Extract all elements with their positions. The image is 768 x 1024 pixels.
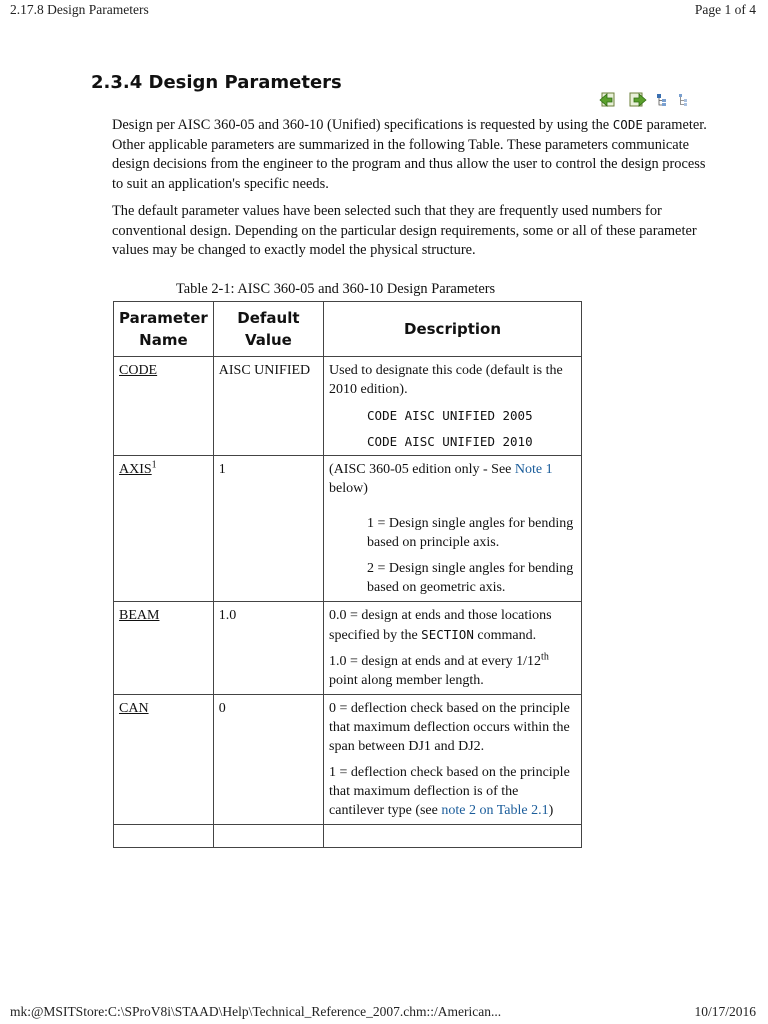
intro-text xyxy=(112,115,707,269)
design-parameters-table xyxy=(113,301,582,848)
default-value: 1.0 xyxy=(213,602,323,695)
parameter-link-can[interactable]: CAN xyxy=(119,701,149,716)
table-row xyxy=(114,456,582,602)
code-command-2010: CODE AISC UNIFIED 2010 xyxy=(367,434,533,449)
print-header-page: Page 1 of 4 xyxy=(694,2,756,17)
parameter-link-code[interactable]: CODE xyxy=(119,363,158,378)
code-keyword: CODE xyxy=(612,117,643,132)
print-footer-date: 10/17/2016 xyxy=(694,1004,756,1019)
code-command-2005: CODE AISC UNIFIED 2005 xyxy=(367,408,533,423)
print-header-topic: 2.17.8 Design Parameters xyxy=(10,2,149,17)
collapse-all-icon[interactable] xyxy=(677,90,691,113)
table-row xyxy=(114,602,582,695)
print-footer xyxy=(10,1004,756,1022)
note-2-link[interactable]: note 2 on Table 2.1 xyxy=(441,803,549,818)
parameter-link-beam[interactable]: BEAM xyxy=(119,608,160,623)
table-row xyxy=(114,825,582,848)
intro-paragraph-2: The default parameter values have been selected such that they are frequently used numbers for conventional design. Depending on the particular design requirements, some or all of these parameter values may be changed to exactly model the physical structure. xyxy=(112,203,697,258)
description-cell: 0 = deflection check based on the principle that maximum deflection occurs within the span between DJ1 and DJ2. 1 = deflection check based on the principle that maximum deflection is of the cantilever type (see note 2 on Table 2.1) xyxy=(324,695,582,825)
intro-paragraph-1: Design per AISC 360-05 and 360-10 (Unified) specifications is requested by using the CODE parameter. Other applicable parameters are summarized in the following Table. These parameters communicate design decisions from the engineer to the program and thus allow the user to control the design process to suit an application's specific needs. xyxy=(112,117,707,192)
table-header-row xyxy=(114,302,582,357)
default-value: 1 xyxy=(213,456,323,602)
header-parameter-name: Parameter Name xyxy=(114,302,214,357)
description-cell: Used to designate this code (default is the 2010 edition). CODE AISC UNIFIED 2005 CODE AISC UNIFIED 2010 xyxy=(324,357,582,456)
table-row xyxy=(114,357,582,456)
parameter-link-axis[interactable]: AXIS xyxy=(119,462,152,477)
note-1-link[interactable]: Note 1 xyxy=(514,462,553,477)
page-title: 2.3.4 Design Parameters xyxy=(91,72,342,93)
footnote-marker: 1 xyxy=(151,459,157,471)
previous-topic-icon[interactable] xyxy=(599,90,619,113)
header-default-value: Default Value xyxy=(213,302,323,357)
print-footer-url: mk:@MSITStore:C:\SProV8i\STAAD\Help\Technical_Reference_2007.chm::/American... xyxy=(10,1004,502,1019)
header-description: Description xyxy=(324,302,582,357)
expand-all-icon[interactable] xyxy=(655,90,669,113)
print-header xyxy=(10,2,756,20)
topic-nav-icons xyxy=(599,90,695,108)
section-keyword: SECTION xyxy=(421,627,474,642)
table-row xyxy=(114,695,582,825)
next-topic-icon[interactable] xyxy=(627,90,647,113)
description-cell: 0.0 = design at ends and those locations specified by the SECTION command. 1.0 = design at ends and at every 1/12th point along member length. xyxy=(324,602,582,695)
description-cell: (AISC 360-05 edition only - See Note 1 below) 1 = Design single angles for bending based on principle axis. 2 = Design single angles for bending based on geometric axis. xyxy=(324,456,582,602)
table-caption: Table 2-1: AISC 360-05 and 360-10 Design Parameters xyxy=(176,281,496,297)
default-value: 0 xyxy=(213,695,323,825)
default-value: AISC UNIFIED xyxy=(213,357,323,456)
